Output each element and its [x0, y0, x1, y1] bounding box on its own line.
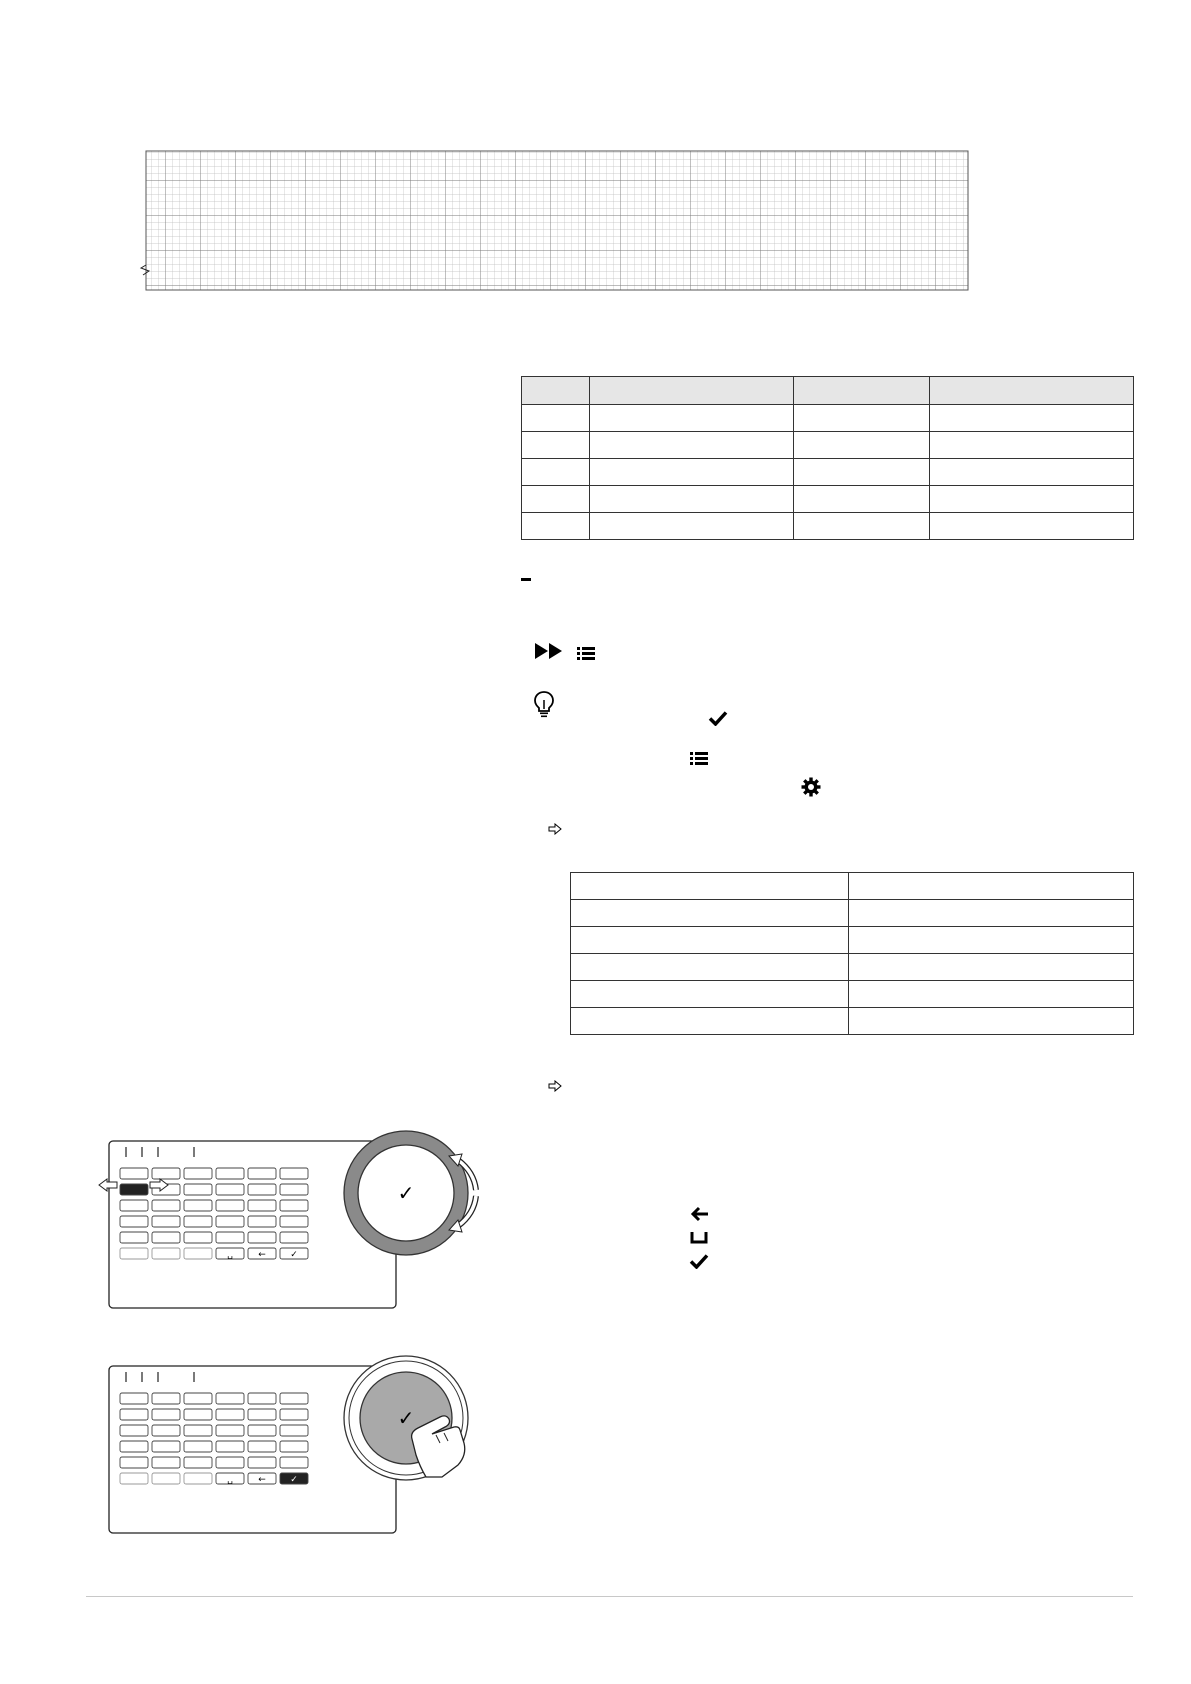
table-row — [522, 432, 1134, 459]
space-bracket-icon — [690, 1230, 708, 1244]
table-cell — [794, 459, 930, 486]
table-cell — [590, 432, 794, 459]
table-cell — [571, 927, 849, 954]
table-cell — [930, 432, 1134, 459]
checkmark-icon — [689, 1253, 709, 1269]
keypad-key[interactable] — [152, 1425, 180, 1436]
result-arrow-icon — [548, 823, 562, 835]
table-cell — [849, 1008, 1134, 1035]
table-cell — [571, 873, 849, 900]
keypad-key[interactable] — [120, 1232, 148, 1243]
table-cell — [590, 405, 794, 432]
table-cell — [590, 459, 794, 486]
footer-rule — [86, 1596, 1133, 1597]
keypad-key[interactable] — [280, 1184, 308, 1195]
keypad-key[interactable] — [152, 1393, 180, 1404]
keypad-key[interactable] — [120, 1168, 148, 1179]
keypad-key[interactable] — [248, 1425, 276, 1436]
table-cell — [522, 513, 590, 540]
keypad-key[interactable] — [248, 1441, 276, 1452]
table-row — [571, 981, 1134, 1008]
keypad-key[interactable] — [184, 1200, 212, 1211]
table-cell — [522, 405, 590, 432]
keypad-key[interactable] — [120, 1425, 148, 1436]
keypad-key[interactable] — [248, 1184, 276, 1195]
table-cell — [794, 405, 930, 432]
keypad-key[interactable] — [248, 1409, 276, 1420]
keypad-key[interactable] — [248, 1200, 276, 1211]
keypad-key[interactable] — [280, 1393, 308, 1404]
keypad-key[interactable] — [216, 1441, 244, 1452]
keypad-key[interactable] — [120, 1248, 148, 1259]
table-cell — [849, 981, 1134, 1008]
keypad-key[interactable] — [248, 1168, 276, 1179]
table-1-header-cell — [794, 377, 930, 405]
keypad-key[interactable] — [216, 1393, 244, 1404]
keypad-key-label: ␣ — [227, 1475, 233, 1485]
table-cell — [930, 459, 1134, 486]
keypad-key[interactable] — [184, 1457, 212, 1468]
keypad-key[interactable] — [280, 1200, 308, 1211]
keypad-key[interactable] — [216, 1232, 244, 1243]
keypad-key[interactable] — [216, 1168, 244, 1179]
keypad-key[interactable] — [184, 1216, 212, 1227]
keypad-key[interactable] — [152, 1457, 180, 1468]
table-1-header-cell — [930, 377, 1134, 405]
keypad-key[interactable] — [184, 1409, 212, 1420]
table-row — [571, 873, 1134, 900]
menu-list-icon — [577, 647, 595, 660]
keypad-key[interactable] — [216, 1409, 244, 1420]
keypad-key[interactable] — [120, 1200, 148, 1211]
temperature-schedule-chart — [130, 145, 975, 295]
table-cell — [930, 405, 1134, 432]
keypad-key[interactable] — [216, 1425, 244, 1436]
keypad-key[interactable] — [248, 1393, 276, 1404]
keypad-key[interactable] — [152, 1473, 180, 1484]
table-cell — [794, 513, 930, 540]
keypad-key[interactable] — [184, 1393, 212, 1404]
keypad-key[interactable] — [216, 1216, 244, 1227]
table-cell — [849, 873, 1134, 900]
chart-grid — [146, 151, 968, 290]
keypad-key-label: ← — [258, 1475, 266, 1485]
table-cell — [571, 900, 849, 927]
keypad-key[interactable] — [184, 1425, 212, 1436]
table-row — [571, 900, 1134, 927]
keypad-key[interactable] — [152, 1216, 180, 1227]
table-cell — [522, 432, 590, 459]
keypad-key[interactable] — [152, 1409, 180, 1420]
table-cell — [522, 486, 590, 513]
keypad-key[interactable] — [120, 1441, 148, 1452]
device-figure-rotate — [96, 1130, 496, 1320]
table-cell — [571, 981, 849, 1008]
keypad-key[interactable] — [280, 1441, 308, 1452]
menu-list-icon — [690, 752, 708, 765]
keypad-key[interactable] — [152, 1232, 180, 1243]
keypad-key[interactable] — [120, 1457, 148, 1468]
table-cell — [590, 513, 794, 540]
table-cell — [930, 513, 1134, 540]
keypad-key[interactable] — [184, 1473, 212, 1484]
keypad-key[interactable] — [152, 1441, 180, 1452]
keypad-key[interactable] — [280, 1216, 308, 1227]
table-cell — [849, 954, 1134, 981]
table-row — [522, 459, 1134, 486]
table-1-header-cell — [590, 377, 794, 405]
keypad-key[interactable] — [152, 1248, 180, 1259]
table-row — [522, 486, 1134, 513]
knob-check-symbol: ✓ — [397, 1181, 415, 1205]
table-cell — [794, 486, 930, 513]
keypad-key[interactable] — [280, 1457, 308, 1468]
table-row — [522, 405, 1134, 432]
keypad-key[interactable] — [184, 1248, 212, 1259]
keypad-key[interactable] — [120, 1216, 148, 1227]
keypad-key[interactable] — [216, 1200, 244, 1211]
keypad-key-label: ← — [258, 1250, 266, 1260]
keypad-key[interactable] — [184, 1232, 212, 1243]
keypad-key[interactable] — [152, 1200, 180, 1211]
table-cell — [849, 927, 1134, 954]
keypad-key[interactable] — [120, 1184, 148, 1195]
keypad-key[interactable] — [248, 1232, 276, 1243]
keypad-key[interactable] — [248, 1216, 276, 1227]
keypad-key[interactable] — [152, 1168, 180, 1179]
lightbulb-icon — [533, 690, 555, 718]
table-cell — [849, 900, 1134, 927]
keypad-key[interactable] — [280, 1425, 308, 1436]
table-row — [571, 954, 1134, 981]
keypad-key[interactable] — [120, 1473, 148, 1484]
keypad-key[interactable] — [280, 1409, 308, 1420]
keypad-key[interactable] — [184, 1168, 212, 1179]
gear-icon — [801, 777, 821, 797]
keypad-key[interactable] — [280, 1232, 308, 1243]
table-row — [571, 1008, 1134, 1035]
keypad-key[interactable] — [280, 1168, 308, 1179]
back-arrow-icon — [690, 1206, 710, 1222]
keypad-key-label: ✓ — [290, 1475, 298, 1485]
table-cell — [930, 486, 1134, 513]
keypad-key-label: ✓ — [290, 1250, 298, 1260]
table-row — [571, 927, 1134, 954]
table-1-header-row — [522, 377, 1134, 405]
checkmark-icon — [708, 710, 728, 726]
keypad-key[interactable] — [184, 1184, 212, 1195]
table-row — [522, 513, 1134, 540]
table-cell — [794, 432, 930, 459]
table-cell — [590, 486, 794, 513]
table-cell — [571, 1008, 849, 1035]
table-2 — [570, 872, 1134, 1035]
table-1-header-cell — [522, 377, 590, 405]
keypad-key[interactable] — [184, 1441, 212, 1452]
table-1 — [521, 376, 1134, 540]
device-figure-press — [96, 1355, 496, 1545]
fast-forward-icon — [535, 643, 563, 659]
keypad-key[interactable] — [248, 1457, 276, 1468]
table-cell — [571, 954, 849, 981]
result-arrow-icon — [548, 1080, 562, 1092]
table-cell — [522, 459, 590, 486]
knob-check-symbol: ✓ — [397, 1406, 415, 1430]
dash-marker — [521, 578, 531, 581]
keypad-key[interactable] — [120, 1409, 148, 1420]
keypad-key-label: ␣ — [227, 1250, 233, 1260]
keypad-key[interactable] — [216, 1457, 244, 1468]
keypad-key[interactable] — [120, 1393, 148, 1404]
keypad-key[interactable] — [216, 1184, 244, 1195]
rotary-knob[interactable] — [344, 1131, 468, 1255]
